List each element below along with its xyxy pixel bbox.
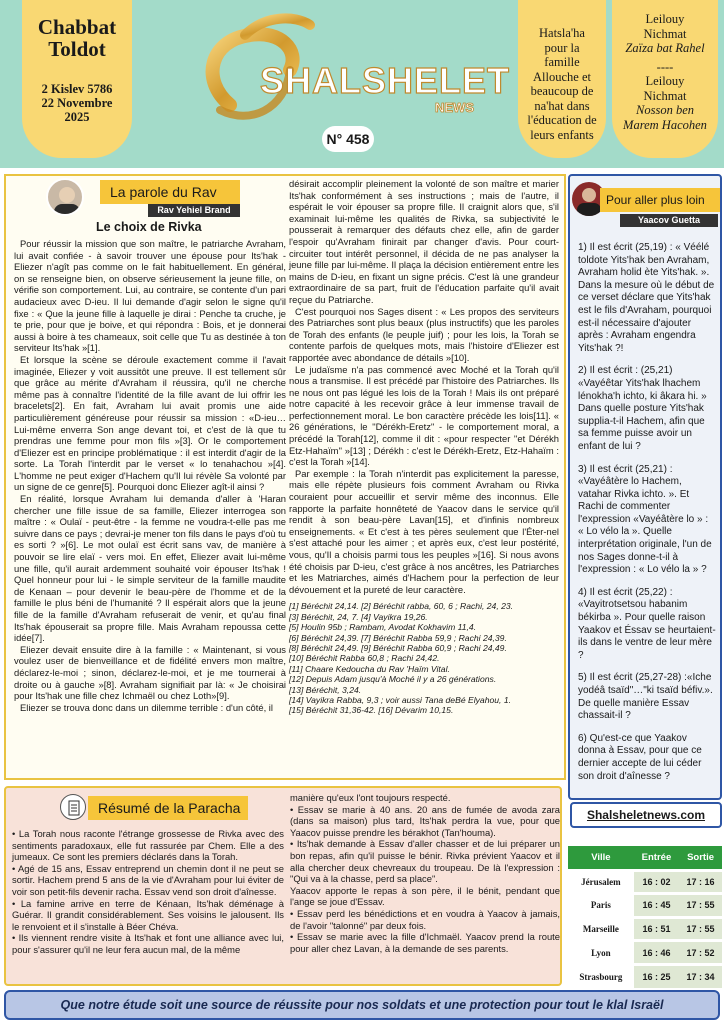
paragraph: Le judaïsme n'a pas commencé avec Moché et la Torah qu'il nous a transmise. Il est précédé par l'histoire des Patriarches. Ils ne nous ont pas légué les lois de la Torah ! Mais ils ont préparé notre capacité à les recevoir grâce à leur immense travail de perfectionnement moral. Le bon caractère précède les lois[11]. « 26 générations, le ''Dérékh-Eretz'' - le comportement moral, a précédé la Torah[12], comme il dit : «pour respecter ''et Dérékh Etz-Hahaïm'' »[13] ; Dérékh : c'est le Dérékh-Eretz, Etz-Hahaïm : c'est la Torah »[14]. (289, 363, 559, 468)
memorial-name: Marem Hacohen (623, 117, 707, 132)
rav-author: Rav Yehiel Brand (148, 204, 240, 217)
footnote: [13] Béréchit, 3,24. (289, 684, 362, 695)
resume-item: • Ils viennent rendre visite à Its'hak et font une alliance avec lui, pour s'assurer qu'il ne leur fera aucun mal, de la même (12, 932, 284, 955)
question: 4) Il est écrit (25,22) : «Vayitrotsetsou habanim békirba ». Pour quelle raison Yaakov et Éssav se heurtaient-ils dans le ventre de leur mère ? (578, 586, 716, 661)
list-icon (61, 795, 87, 821)
footnote: [11] Chaare Kedoucha du Rav 'Haïm Vital. (289, 663, 450, 674)
footnote: [5] Houlin 95b ; Rambam, Avodat Kokhavim 11,4. (289, 622, 477, 633)
entry-cell: 16 : 02 (634, 870, 679, 894)
date-box (22, 0, 132, 158)
question: 3) Il est écrit (25,21) : «Vayéâtère lo Hachem, vatahar Rivka ichto. ». Et Rachi de commenter l'expression «Vayéâtère lo » : « Lo vélo la ». Quelle interprétation originale, l'un de nos Sages donne-t-il à l'expression : « Lo vélo la » ? (578, 463, 712, 576)
questions-list (578, 242, 716, 793)
parasha-name-line1: Chabbat (37, 15, 117, 39)
paragraph: Et lorsque la scène se déroule exactement comme il l'avait imaginée, Eliezer y voit aussitôt une preuve. Il est tellement sûr que grâce au mérite d'Avraham il réussira, qu'il ne cherche même pas à connaître l'identité de la fille avant de lui offrir les bracelets[2]. En fait, Avraham lui avait promis une aide particulièrement généreuse pour réussir sa mission : «D-ieu… Lui-même enverra Son ange devant toi, et c'est de là que tu prendras une femme pour mon fils »[3]. Or le comportement d'Eliezer est en principe problématique : il est interdit d'agir de la sorte. La Torah l'interdit par le verset « lo tenahachou »[4]. L'homme ne peut exiger d'Hachem qu'Il lui révèle Sa volonté par un signe de ce genre[5]. Pourquoi donc Eliezer agît-il ainsi ? (14, 353, 286, 493)
footnote: [12] Depuis Adam jusqu'à Moché il y a 26 générations. (289, 674, 497, 685)
column-header: Sortie (679, 846, 722, 870)
memorial-name: Zaïza bat Rahel (625, 41, 705, 55)
paragraph: Eliezer se trouva donc dans un dilemme terrible : d'un côté, il (20, 701, 273, 713)
resume-item: • La famine arrive en terre de Kénaan, Its'hak déménage à Guérar. Il grandit considérablement. Ses voisins le jalousent. Ils le renvoient et il s'installe à Béer Chéva. (12, 897, 284, 932)
footnote: [3] Béréchit, 24, 7. [4] Vayikra 19,26. (289, 611, 428, 622)
table-row (568, 964, 722, 988)
parasha-name-line2: Toldot (48, 37, 106, 61)
question: 5) Il est écrit (25,27-28) :«Iche yodéâ tsaïd"…"ki tsaïd béfiv.». De quelle manière Essav chassait-il ? (578, 672, 713, 722)
loin-section-title: Pour aller plus loin (600, 188, 720, 212)
memorial-box (612, 0, 718, 158)
resume-item: • Essav se marie à 40 ans. 20 ans de fumée de avoda zara (dans sa maison) plus tard, Its'hak perdra la vue, pour que Yaacov puisse prendre les bérakhot (Tan'houma). (290, 803, 560, 838)
city-cell: Strasbourg (568, 964, 634, 988)
paragraph: Eliezer devait ensuite dire à la famille : « Maintenant, si vous voulez user de bienveillance et de fidélité envers mon maître, déclarez-le-moi ; sinon, déclarez-le-moi, et je me tournerai à droite ou à gauche »[8]. Avraham signifiait par là: « Je choisirai pour Its'hak une fille chez Ichmaël ou chez Loth»[9]. (14, 643, 286, 702)
resume-item: Yaacov apporte le repas à son père, il le bénit, pendant que l'ange se joue d'Essav. (290, 884, 560, 908)
loin-author: Yaacov Guetta (620, 214, 718, 227)
footnote: [10] Béréchit Rabba 60,8 ; Rachi 24,42. (289, 653, 440, 664)
dedication-line: famille (544, 55, 580, 69)
column-header: Entrée (634, 846, 679, 870)
paragraph: Pour réussir la mission que son maître, le patriarche Avraham, lui avait confiée - à savoir trouver une épouse pour Its'hak - Eliezer n'agît pas comme on le fait habituellement. En général, on se renseigne bien, on observe sérieusement la jeune fille, on vérifie son comportement. Lui, au contraire, se contente d'un pari audacieux avec D-ieu. Il lui demande d'agir selon le signe qu'il fixe : « Que la jeune fille à laquelle je dirai : Penche ta cruche, je te prie, pour que je boive, et qui répondra : Bois, et je donnerai aussi à boire à tes chameaux, soit celle que Tu as destinée à ton serviteur Its'hak »[1]. (14, 238, 286, 354)
question: 6) Qu'est-ce que Yaakov donna à Essav, pour que ce dernier accepte de lui céder son droit d'aînesse ? (578, 732, 702, 782)
footnote: [8] Béréchit 24,49. [9] Béréchit Rabba 60,9 ; Rachi 24,49. (289, 643, 507, 653)
paragraph: Par exemple : la Torah n'interdit pas explicitement la paresse, mais elle répète plusieurs fois comment Avraham ou Rivka couraient pour accueillir et servir même des inconnus. Elle rapporte la parfaite honnêteté de Yaacov dans le service qu'il rendit à son beau-père Lavan[15], et d'infinis nombreux enseignements. « Et c'est à tes pères seulement que l'Éter-nel s'est attaché pour les aimer ; et après eux, c'est leur postérité, vous, qu'Il a choisis parmi tous les peuples »[16]. Si nous avons été choisis par D-ieu, c'est grâce à nos ancêtres, les Patriarches et les Matriarches, aimés d'Hachem pour la perfection de leur dévouement et la pureté de leur caractère. (289, 467, 559, 595)
city-cell: Jérusalem (568, 870, 634, 894)
dedication-line: l'éducation de (527, 113, 597, 127)
scroll-icon (60, 794, 86, 820)
rav-avatar (46, 178, 84, 216)
dedication-box (518, 0, 606, 158)
questions-sidebar (568, 174, 722, 800)
memorial-line: Nichmat (643, 88, 687, 103)
entry-cell: 16 : 51 (634, 917, 679, 941)
resume-section-title: Résumé de la Paracha (88, 796, 248, 820)
exit-cell: 17 : 52 (679, 941, 722, 965)
city-cell: Marseille (568, 917, 634, 941)
exit-cell: 17 : 55 (679, 894, 722, 918)
memorial-line: Leilouy (645, 12, 685, 26)
resume-item: • Essav perd les bénédictions et en voudra à Yaacov à jamais, de l'avoir "talonné" par deux fois. (290, 907, 560, 931)
city-cell: Paris (568, 894, 634, 918)
shabbat-times-table (568, 846, 722, 988)
gregorian-date-1: 22 Novembre (41, 96, 113, 110)
resume-item: • Its'hak demande à Essav d'aller chasser et de lui préparer un bon repas, afin qu'il puisse le bénir. Rivka prévient Yaacov et il alla chercher deux chevreaux du troupeau. De là l'expression : "Qui va à la chasse, perd sa place". (290, 838, 560, 885)
table-header-row (568, 846, 722, 870)
logo-title: SHALSHELET (260, 60, 511, 101)
resume-item: • La Torah nous raconte l'étrange grossesse de Rivka avec des sentiments paradoxaux, elle fut rassurée par Chem. Elle a des jumeaux. Ce sont les premiers déclarés dans la Torah. (12, 828, 284, 863)
city-cell: Lyon (568, 941, 634, 965)
resume-item: manière qu'eux l'ont toujours respecté. (290, 792, 451, 803)
footnotes (289, 601, 559, 715)
table-row (568, 917, 722, 941)
table-row (568, 894, 722, 918)
column-header: Ville (568, 846, 634, 870)
footnote: [6] Béréchit 24,39. [7] Béréchit Rabba 59,9 ; Rachi 24,39. (289, 632, 507, 643)
dedication-line: beaucoup de (530, 84, 594, 98)
dedication-line: Allouche et (533, 69, 591, 84)
table-row (568, 870, 722, 894)
paragraph: En réalité, lorsque Avraham lui demanda d'aller à 'Haran chercher une fille issue de sa famille, Eliezer interrogea son maître : « Oulaï - peut-être - la femme ne voudra-t-elle pas me suivre dans ce pays ; devrai-je mener ton fils dans le pays d'où tu es sorti ? »[6]. Le mot oulaï est écrit sans vav, de manière à pouvoir se lire elaï - vers moi. En effet, Eliezer avait lui-même une fille, qu'il aurait ardemment souhaité voir épouser Its'hak ! Quel honneur pour lui - le simple serviteur de la famille maudite de Kenaan – pour devenir le beau-père de l'homme et de la famille le plus béni de l'humanité ? Il espérait alors que la jeune fille de la famille d'Avraham refuserait de venir, et qu'au final Its'hak épouserait sa propre fille. Mais Avraham repoussa cette idée[7]. (14, 493, 286, 644)
entry-cell: 16 : 46 (634, 941, 679, 965)
resume-item: • Agé de 15 ans, Essav entreprend un chemin dont il ne peut se sortir. Hachem prend 5 ans de la vie d'Avraham pour lui éviter de voir son petit-fils devenir racha. Essav vend son droit d'aînesse. (12, 862, 284, 897)
footer-prayer: Que notre étude soit une source de réussite pour nos soldats et une protection pour tout le klal Israël (4, 990, 720, 1020)
paragraph: désirait accomplir pleinement la volonté de son maître et marier Its'hak conformément à ses instructions ; mais de l'autre, il espérait le voir épouser sa propre fille. Il craignit alors que, s'il examinait lui-même les qualités de Rivka, sa subjectivité le pousserait à remarquer des défauts chez elle, afin de garder l'espoir qu'Avraham finirait par changer d'avis. Pour court-circuiter tout intérêt personnel, il décida de ne pas analyser la jeune fille par lui-même. Il plaça la décision entièrement entre les mains de D-ieu, en fixant un signe précis. C'est là une grandeur extraordinaire de sa part, fruit de l'éducation parfaite qu'il avait reçue du Patriarche. (289, 178, 559, 305)
entry-cell: 16 : 45 (634, 894, 679, 918)
resume-column-2 (290, 792, 560, 954)
logo-subtitle: NEWS (435, 100, 474, 115)
memorial-name: Nosson ben (636, 103, 694, 117)
dedication-line: pour la (544, 40, 580, 55)
article-title: Le choix de Rivka (96, 220, 202, 234)
rav-column-1 (14, 238, 286, 713)
resume-item: • Essav se marie avec la fille d'Ichmaël. Yaacov prend la route pour aller chez Lavan, à la demande de ses parents. (290, 931, 560, 954)
exit-cell: 17 : 16 (679, 870, 722, 894)
gregorian-date-2: 2025 (64, 110, 90, 124)
website-link[interactable]: Shalsheletnews.com (570, 802, 722, 828)
memorial-separator: ---- (656, 59, 674, 74)
footnote: [15] Béréchit 31,36-42. [16] Dévarim 10,15. (289, 705, 454, 716)
exit-cell: 17 : 55 (679, 917, 722, 941)
rav-section-title: La parole du Rav (100, 180, 240, 204)
table-row (568, 941, 722, 965)
paragraph: C'est pourquoi nos Sages disent : « Les propos des serviteurs des Patriarches sont plus beaux (plus instructifs) que les paroles de Torah des enfants (le peuple juif) ; pour les lois, la Torah se contente parfois de quelques mots, mais l'histoire d'Eliezer est rapportée avec abondance de détails »[10]. (289, 305, 559, 363)
exit-cell: 17 : 34 (679, 964, 722, 988)
issue-number: N° 458 (322, 126, 374, 152)
rav-column-2 (289, 178, 559, 716)
dedication-line: Hatsla'ha (539, 26, 585, 40)
person-icon (48, 180, 84, 216)
footnote: [14] Vayikra Rabba, 9,3 ; voir aussi Tana deBé Elyahou, 1. (289, 695, 511, 706)
resume-column-1 (12, 828, 284, 956)
dedication-line: na'hat dans (534, 98, 590, 113)
entry-cell: 16 : 25 (634, 964, 679, 988)
memorial-line: Nichmat (643, 26, 687, 41)
hebrew-date: 2 Kislev 5786 (41, 82, 113, 96)
footnote: [1] Béréchit 24,14. [2] Béréchit rabba, 60, 6 ; Rachi, 24, 23. (289, 601, 514, 612)
memorial-line: Leilouy (645, 74, 685, 88)
rav-article (4, 174, 566, 780)
resume-paracha (4, 786, 562, 986)
question: 1) Il est écrit (25,19) : « Véélé toldote Yits'hak ben Avraham, Avraham holid ète Yits'hak. ». Dans la mesure où le début de ce verset déclare que Yits'hak est le fils d'Avraham, pourquoi est-il nécessaire d'ajouter après : Avraham engendra Yits'hak ?! (578, 242, 715, 354)
dedication-line: leurs enfants (530, 127, 594, 142)
masthead (0, 0, 724, 168)
question: 2) Il est écrit : (25,21) «Vayéêtar Yits'hak lhachem lénokha'h ichto, ki âkara hi. » Dans quelle posture Yits'hak supplia-t-il Hachem, afin que sa femme puisse avoir un enfant de lui ? (578, 365, 707, 452)
